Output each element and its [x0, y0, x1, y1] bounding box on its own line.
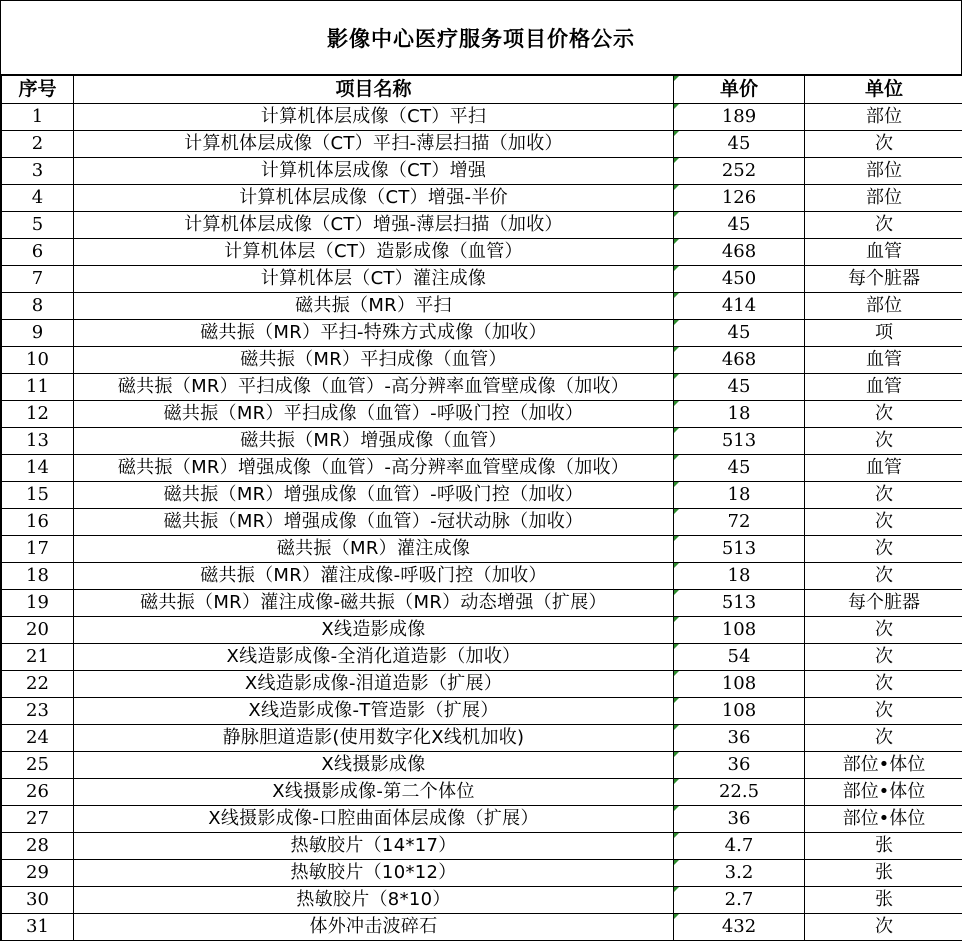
- cell-name[interactable]: 计算机体层（CT）造影成像（血管）: [74, 239, 674, 266]
- cell-no[interactable]: 28: [2, 833, 74, 860]
- cell-name[interactable]: 磁共振（MR）平扫-特殊方式成像（加收）: [74, 320, 674, 347]
- cell-name[interactable]: 磁共振（MR）平扫成像（血管）-高分辨率血管壁成像（加收）: [74, 374, 674, 401]
- cell-no[interactable]: 15: [2, 482, 74, 509]
- cell-price[interactable]: 513: [674, 536, 805, 563]
- cell-name[interactable]: X线摄影成像-口腔曲面体层成像（扩展）: [74, 806, 674, 833]
- cell-name[interactable]: 计算机体层成像（CT）增强-薄层扫描（加收）: [74, 212, 674, 239]
- table-row: [2, 212, 962, 239]
- cell-name[interactable]: X线造影成像-泪道造影（扩展）: [74, 671, 674, 698]
- table-row: [2, 806, 962, 833]
- table-row: [2, 671, 962, 698]
- table-row: [2, 536, 962, 563]
- cell-no[interactable]: 4: [2, 185, 74, 212]
- cell-price[interactable]: 45: [674, 374, 805, 401]
- cell-unit[interactable]: 次: [805, 536, 962, 563]
- cell-no[interactable]: 7: [2, 266, 74, 293]
- table-row: [2, 320, 962, 347]
- cell-price[interactable]: 45: [674, 212, 805, 239]
- cell-no[interactable]: 14: [2, 455, 74, 482]
- cell-no[interactable]: 2: [2, 131, 74, 158]
- header-row: [2, 76, 962, 104]
- table-row: [2, 185, 962, 212]
- sheet-title[interactable]: 影像中心医疗服务项目价格公示: [1, 0, 962, 75]
- cell-unit[interactable]: 部位•体位: [805, 779, 962, 806]
- cell-price[interactable]: 18: [674, 482, 805, 509]
- cell-no[interactable]: 23: [2, 698, 74, 725]
- cell-no[interactable]: 10: [2, 347, 74, 374]
- cell-price[interactable]: 126: [674, 185, 805, 212]
- cell-price[interactable]: 72: [674, 509, 805, 536]
- cell-unit[interactable]: 次: [805, 428, 962, 455]
- table-row: [2, 131, 962, 158]
- header-price[interactable]: 单价: [674, 76, 805, 104]
- table-row: [2, 401, 962, 428]
- cell-unit[interactable]: 血管: [805, 374, 962, 401]
- cell-name[interactable]: 磁共振（MR）灌注成像: [74, 536, 674, 563]
- table-row: [2, 428, 962, 455]
- cell-price[interactable]: 45: [674, 455, 805, 482]
- cell-unit[interactable]: 每个脏器: [805, 266, 962, 293]
- cell-no[interactable]: 16: [2, 509, 74, 536]
- table-row: [2, 347, 962, 374]
- cell-unit[interactable]: 次: [805, 644, 962, 671]
- cell-price[interactable]: 45: [674, 131, 805, 158]
- cell-unit[interactable]: 次: [805, 914, 962, 941]
- table-row: [2, 914, 962, 941]
- cell-no[interactable]: 12: [2, 401, 74, 428]
- cell-name[interactable]: 磁共振（MR）增强成像（血管）-冠状动脉（加收）: [74, 509, 674, 536]
- cell-no[interactable]: 11: [2, 374, 74, 401]
- cell-no[interactable]: 21: [2, 644, 74, 671]
- cell-unit[interactable]: 部位: [805, 185, 962, 212]
- cell-price[interactable]: 108: [674, 671, 805, 698]
- cell-unit[interactable]: 次: [805, 725, 962, 752]
- cell-name[interactable]: 磁共振（MR）平扫: [74, 293, 674, 320]
- cell-name[interactable]: X线造影成像: [74, 617, 674, 644]
- cell-name[interactable]: X线造影成像-全消化道造影（加收）: [74, 644, 674, 671]
- cell-price[interactable]: 45: [674, 320, 805, 347]
- cell-no[interactable]: 13: [2, 428, 74, 455]
- table-row: [2, 833, 962, 860]
- cell-no[interactable]: 22: [2, 671, 74, 698]
- cell-price[interactable]: 414: [674, 293, 805, 320]
- cell-name[interactable]: 计算机体层成像（CT）增强: [74, 158, 674, 185]
- table-row: [2, 617, 962, 644]
- table-row: [2, 482, 962, 509]
- cell-price[interactable]: 468: [674, 347, 805, 374]
- cell-unit[interactable]: 次: [805, 482, 962, 509]
- cell-no[interactable]: 6: [2, 239, 74, 266]
- cell-name[interactable]: 静脉胆道造影(使用数字化X线机加收): [74, 725, 674, 752]
- cell-price[interactable]: 18: [674, 401, 805, 428]
- cell-unit[interactable]: 次: [805, 131, 962, 158]
- cell-name[interactable]: 计算机体层成像（CT）平扫: [74, 104, 674, 131]
- cell-unit[interactable]: 部位•体位: [805, 806, 962, 833]
- cell-price[interactable]: 2.7: [674, 887, 805, 914]
- price-table: [1, 75, 962, 941]
- cell-name[interactable]: 计算机体层（CT）灌注成像: [74, 266, 674, 293]
- table-row: [2, 779, 962, 806]
- cell-no[interactable]: 3: [2, 158, 74, 185]
- cell-unit[interactable]: 次: [805, 617, 962, 644]
- table-row: [2, 887, 962, 914]
- cell-name[interactable]: 磁共振（MR）增强成像（血管）-高分辨率血管壁成像（加收）: [74, 455, 674, 482]
- cell-name[interactable]: 计算机体层成像（CT）平扫-薄层扫描（加收）: [74, 131, 674, 158]
- table-row: [2, 590, 962, 617]
- cell-no[interactable]: 29: [2, 860, 74, 887]
- cell-price[interactable]: 108: [674, 617, 805, 644]
- cell-no[interactable]: 5: [2, 212, 74, 239]
- table-row: [2, 266, 962, 293]
- cell-price[interactable]: 22.5: [674, 779, 805, 806]
- table-row: [2, 374, 962, 401]
- cell-name[interactable]: 热敏胶片（14*17）: [74, 833, 674, 860]
- table-row: [2, 644, 962, 671]
- cell-name[interactable]: 计算机体层成像（CT）增强-半价: [74, 185, 674, 212]
- cell-price[interactable]: 54: [674, 644, 805, 671]
- header-name[interactable]: 项目名称: [74, 76, 674, 104]
- cell-no[interactable]: 27: [2, 806, 74, 833]
- table-row: [2, 563, 962, 590]
- cell-no[interactable]: 31: [2, 914, 74, 941]
- cell-price[interactable]: 36: [674, 725, 805, 752]
- cell-price[interactable]: 513: [674, 428, 805, 455]
- cell-unit[interactable]: 每个脏器: [805, 590, 962, 617]
- cell-price[interactable]: 189: [674, 104, 805, 131]
- table-row: [2, 752, 962, 779]
- cell-unit[interactable]: 血管: [805, 347, 962, 374]
- cell-unit[interactable]: 次: [805, 671, 962, 698]
- header-unit[interactable]: 单位: [805, 76, 962, 104]
- cell-name[interactable]: X线造影成像-T管造影（扩展）: [74, 698, 674, 725]
- cell-no[interactable]: 1: [2, 104, 74, 131]
- table-row: [2, 860, 962, 887]
- cell-price[interactable]: 4.7: [674, 833, 805, 860]
- cell-name[interactable]: 热敏胶片（8*10）: [74, 887, 674, 914]
- cell-unit[interactable]: 次: [805, 563, 962, 590]
- cell-no[interactable]: 9: [2, 320, 74, 347]
- header-no[interactable]: 序号: [2, 76, 74, 104]
- table-row: [2, 104, 962, 131]
- cell-unit[interactable]: 张: [805, 833, 962, 860]
- cell-price[interactable]: 468: [674, 239, 805, 266]
- cell-price[interactable]: 432: [674, 914, 805, 941]
- cell-price[interactable]: 18: [674, 563, 805, 590]
- cell-unit[interactable]: 部位: [805, 158, 962, 185]
- cell-name[interactable]: 磁共振（MR）增强成像（血管）: [74, 428, 674, 455]
- cell-unit[interactable]: 血管: [805, 455, 962, 482]
- cell-name[interactable]: 热敏胶片（10*12）: [74, 860, 674, 887]
- table-row: [2, 725, 962, 752]
- cell-unit[interactable]: 次: [805, 698, 962, 725]
- cell-no[interactable]: 8: [2, 293, 74, 320]
- cell-name[interactable]: 磁共振（MR）平扫成像（血管）-呼吸门控（加收）: [74, 401, 674, 428]
- cell-unit[interactable]: 项: [805, 320, 962, 347]
- cell-unit[interactable]: 部位•体位: [805, 752, 962, 779]
- cell-unit[interactable]: 次: [805, 212, 962, 239]
- cell-no[interactable]: 18: [2, 563, 74, 590]
- cell-unit[interactable]: 次: [805, 401, 962, 428]
- cell-price[interactable]: 252: [674, 158, 805, 185]
- cell-name[interactable]: X线摄影成像-第二个体位: [74, 779, 674, 806]
- cell-unit[interactable]: 张: [805, 860, 962, 887]
- cell-price[interactable]: 108: [674, 698, 805, 725]
- cell-unit[interactable]: 血管: [805, 239, 962, 266]
- table-row: [2, 698, 962, 725]
- table-row: [2, 239, 962, 266]
- cell-name[interactable]: 磁共振（MR）灌注成像-呼吸门控（加收）: [74, 563, 674, 590]
- table-body: [2, 104, 962, 941]
- cell-unit[interactable]: 部位: [805, 293, 962, 320]
- cell-no[interactable]: 20: [2, 617, 74, 644]
- cell-no[interactable]: 24: [2, 725, 74, 752]
- table-row: [2, 293, 962, 320]
- cell-price[interactable]: 36: [674, 806, 805, 833]
- cell-price[interactable]: 450: [674, 266, 805, 293]
- cell-unit[interactable]: 张: [805, 887, 962, 914]
- cell-no[interactable]: 19: [2, 590, 74, 617]
- cell-price[interactable]: 513: [674, 590, 805, 617]
- cell-name[interactable]: 体外冲击波碎石: [74, 914, 674, 941]
- table-row: [2, 509, 962, 536]
- cell-name[interactable]: 磁共振（MR）平扫成像（血管）: [74, 347, 674, 374]
- cell-no[interactable]: 25: [2, 752, 74, 779]
- table-row: [2, 455, 962, 482]
- cell-name[interactable]: X线摄影成像: [74, 752, 674, 779]
- cell-price[interactable]: 36: [674, 752, 805, 779]
- cell-unit[interactable]: 部位: [805, 104, 962, 131]
- cell-no[interactable]: 30: [2, 887, 74, 914]
- cell-name[interactable]: 磁共振（MR）灌注成像-磁共振（MR）动态增强（扩展）: [74, 590, 674, 617]
- cell-unit[interactable]: 次: [805, 509, 962, 536]
- cell-name[interactable]: 磁共振（MR）增强成像（血管）-呼吸门控（加收）: [74, 482, 674, 509]
- table-row: [2, 158, 962, 185]
- cell-no[interactable]: 26: [2, 779, 74, 806]
- cell-price[interactable]: 3.2: [674, 860, 805, 887]
- cell-no[interactable]: 17: [2, 536, 74, 563]
